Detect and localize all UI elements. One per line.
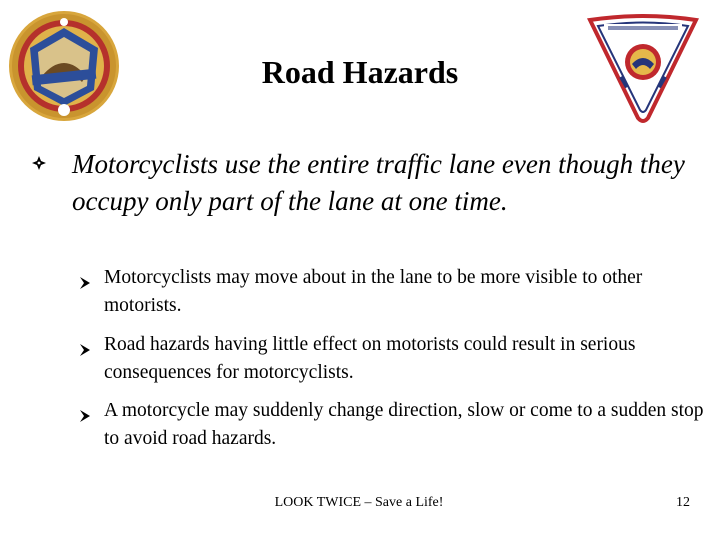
sub-bullet-text: Road hazards having little effect on motorists could result in serious consequences for motorcyclists.	[104, 334, 636, 383]
footer-label: LOOK TWICE – Save a Life!	[274, 495, 444, 510]
arrow-bullet-icon	[80, 344, 90, 356]
diamond-bullet-icon	[32, 156, 46, 170]
page-number: 12	[676, 495, 690, 510]
slide-title: Road Hazards	[261, 54, 459, 90]
footer-text	[0, 494, 720, 512]
sub-bullet-text: A motorcycle may suddenly change direction, slow or come to a sudden stop to avoid road hazards.	[104, 400, 704, 449]
arrow-bullet-icon	[80, 410, 90, 422]
main-bullet-text: Motorcyclists use the entire traffic lane even though they occupy only part of the lane at one time.	[72, 149, 685, 216]
arrow-bullet-icon	[80, 277, 90, 289]
sub-bullet-text: Motorcyclists may move about in the lane to be more visible to other motorists.	[104, 267, 643, 316]
